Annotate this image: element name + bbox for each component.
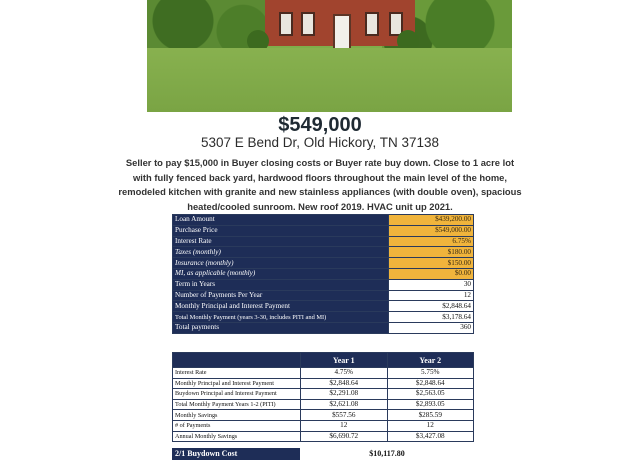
year2-value: $285.59: [387, 410, 474, 421]
year2-value: 5.75%: [387, 368, 474, 379]
row-label: Insurance (monthly): [173, 258, 389, 269]
row-value: 360: [389, 322, 474, 333]
row-label: # of Payments: [173, 420, 301, 431]
row-label: Purchase Price: [173, 225, 389, 236]
row-label: Total Monthly Payment (years 3-30, includes PITI and MI): [173, 312, 389, 323]
buydown-cost-value: $10,117.80: [369, 449, 405, 458]
table-row: [173, 247, 474, 258]
listing-price: $549,000: [278, 114, 362, 136]
buydown-cost-label: 2/1 Buydown Cost: [172, 448, 300, 460]
row-label: Taxes (monthly): [173, 247, 389, 258]
table-row: [173, 236, 474, 247]
table-row: [173, 279, 474, 290]
row-label: Monthly Savings: [173, 410, 301, 421]
row-label: Buydown Principal and Interest Payment: [173, 389, 301, 400]
buydown-table: [172, 352, 474, 442]
row-label: Total Monthly Payment Years 1-2 (PITI): [173, 399, 301, 410]
table-row: [173, 312, 474, 323]
year1-value: 12: [301, 420, 387, 431]
row-value: $2,848.64: [389, 301, 474, 312]
table-row: [173, 368, 474, 379]
header-blank: [173, 353, 301, 368]
buydown-cost-row: [172, 448, 474, 460]
table-row: [173, 301, 474, 312]
row-value: $439,200.00: [389, 215, 474, 226]
table-row: [173, 268, 474, 279]
row-value: 30: [389, 279, 474, 290]
table-row: [173, 420, 474, 431]
row-value: $0.00: [389, 268, 474, 279]
year1-value: $557.56: [301, 410, 387, 421]
row-label: Interest Rate: [173, 368, 301, 379]
listing-address: 5307 E Bend Dr, Old Hickory, TN 37138: [200, 135, 440, 150]
row-label: Term in Years: [173, 279, 389, 290]
year2-value: $2,563.05: [387, 389, 474, 400]
table-row: [173, 258, 474, 269]
row-label: MI, as applicable (monthly): [173, 268, 389, 279]
row-label: Interest Rate: [173, 236, 389, 247]
year1-value: $2,291.08: [301, 389, 387, 400]
table-row: [173, 378, 474, 389]
year2-value: $3,427.08: [387, 431, 474, 442]
header-year-1: Year 1: [301, 353, 387, 368]
row-label: Total payments: [173, 322, 389, 333]
listing-description: Seller to pay $15,000 in Buyer closing costs or Buyer rate buy down. Close to 1 acre lot with fully fenced back yard, hardwood floors throughout the main level of the home, remodeled kitchen with granite and new stainless appliances (with double oven), spacious heated/cooled sunroom. New roof 2019. HVAC unit up 2021.: [118, 157, 522, 212]
year1-value: $6,690.72: [301, 431, 387, 442]
table-row: [173, 215, 474, 226]
row-value: 6.75%: [389, 236, 474, 247]
header-year-2: Year 2: [387, 353, 474, 368]
table-row: [173, 225, 474, 236]
brick-house: [265, 0, 415, 46]
year1-value: $2,621.08: [301, 399, 387, 410]
table-row: [173, 399, 474, 410]
row-label: Loan Amount: [173, 215, 389, 226]
year2-value: 12: [387, 420, 474, 431]
row-label: Monthly Principal and Interest Payment: [173, 378, 301, 389]
row-value: $180.00: [389, 247, 474, 258]
row-value: $3,178.64: [389, 312, 474, 323]
lawn: [147, 48, 512, 112]
table-row: [173, 322, 474, 333]
row-label: Number of Payments Per Year: [173, 290, 389, 301]
row-value: 12: [389, 290, 474, 301]
table-row: [173, 410, 474, 421]
year2-value: $2,893.05: [387, 399, 474, 410]
row-value: $150.00: [389, 258, 474, 269]
table-header-row: [173, 353, 474, 368]
house-photo: [147, 0, 512, 112]
loan-details-table: [172, 214, 474, 334]
row-value: $549,000.00: [389, 225, 474, 236]
year1-value: $2,848.64: [301, 378, 387, 389]
table-row: [173, 431, 474, 442]
row-label: Monthly Principal and Interest Payment: [173, 301, 389, 312]
year2-value: $2,848.64: [387, 378, 474, 389]
table-row: [173, 389, 474, 400]
row-label: Annual Monthly Savings: [173, 431, 301, 442]
table-row: [173, 290, 474, 301]
year1-value: 4.75%: [301, 368, 387, 379]
